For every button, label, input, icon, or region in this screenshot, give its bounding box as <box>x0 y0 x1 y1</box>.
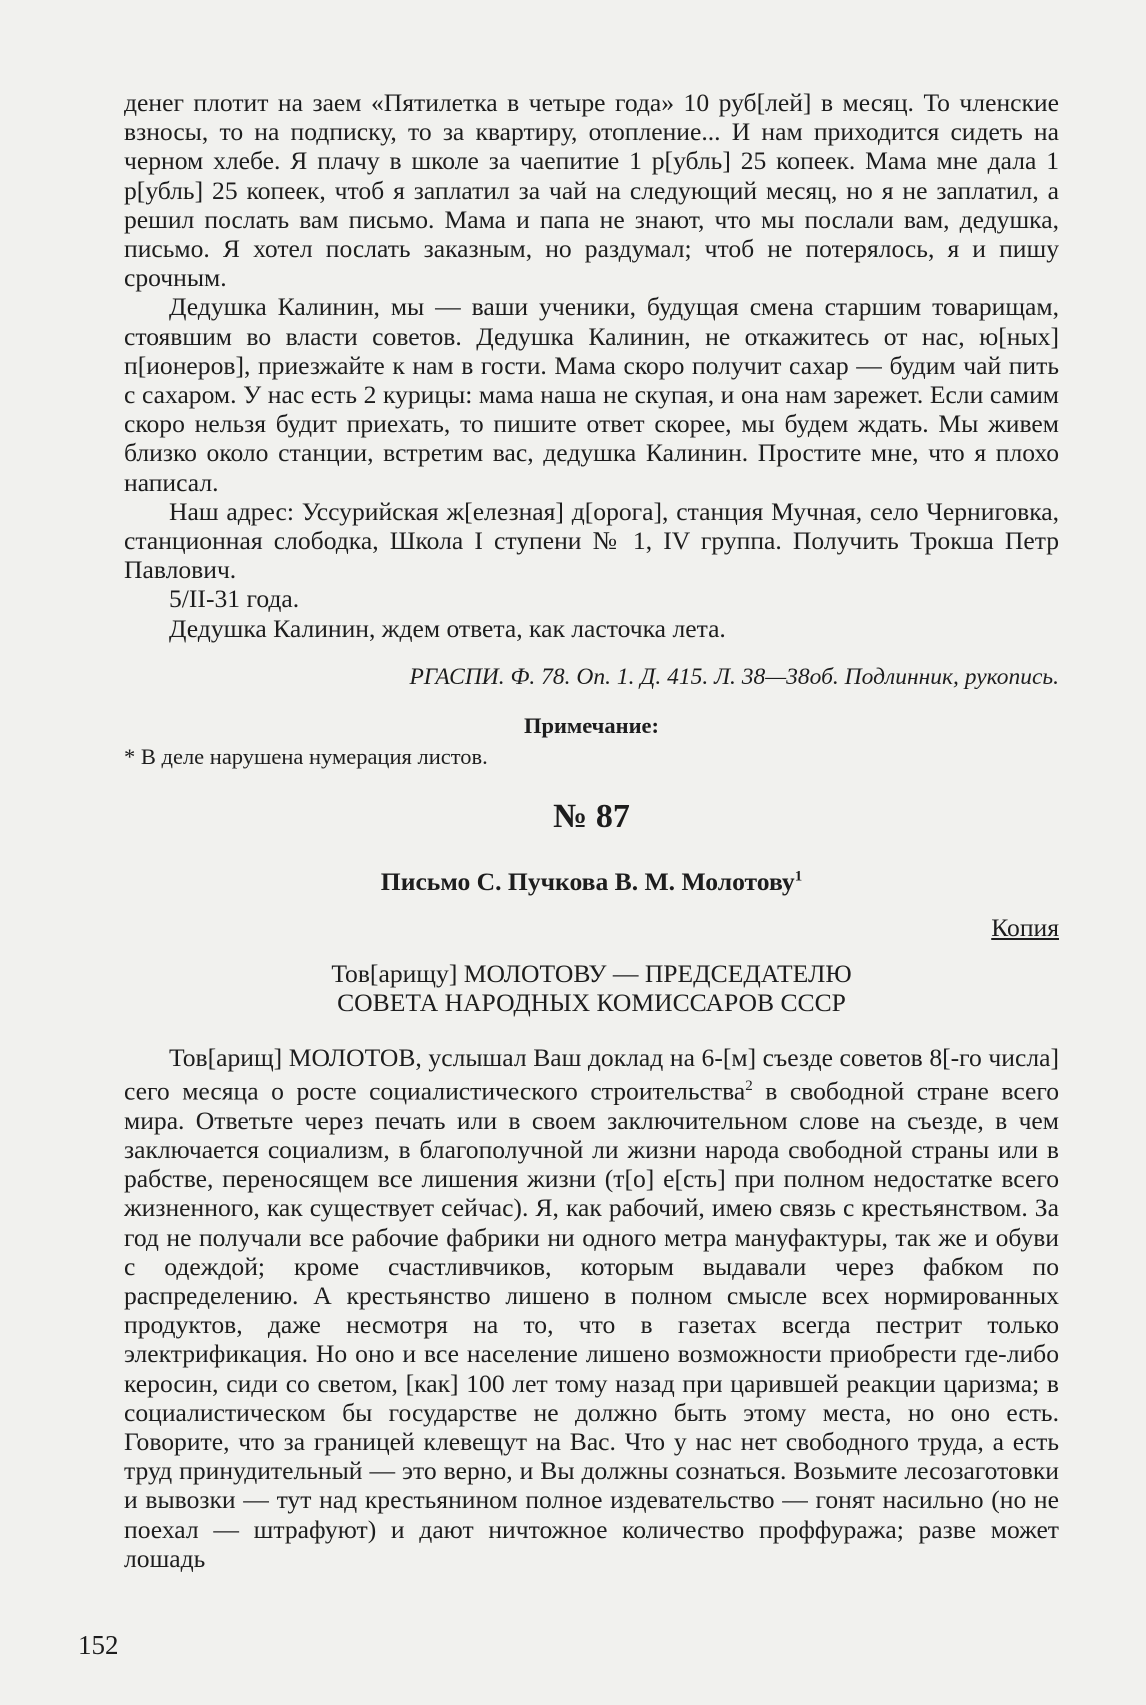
body-text: в свободной стране всего мира. Ответьте через печать или в своем заключительном слове на съезде, в чем заключается социализм, в благополучной ли жизни народа свободной страны или в рабстве, переносящем все лишения жизни (т[о] е[сть] при полном недостатке всего жизненного, как существует сейчас). Я, как рабочий, имею связь с крестьянством. За год не получали все рабочие фабрики ни одного метра мануфактуры, так же и обуви с одеждой; кроме счастливчиков, которым выдавали через фабком по распределению. А крестьянство лишено в полном смысле всех нормированных продуктов, даже несмотря на то, что в газетах всегда пестрит только электрификация. Но оно и все население лишено возможности приобрести где-либо керосин, сиди со светом, [как] 100 лет тому назад при царившей реакции царизма; в социалистическом бы государстве не должно быть этому места, но оно есть. Говорите, что за границей клевещут на Вас. Что у нас нет свободного труда, а есть труд принудительный — это верно, и Вы должны сознаться. Возьмите лесозаготовки и вывозки — тут над крестьянином полное издевательство — гонят насильно (но не поехал — штрафуют) и дают ничтожное количество проффуража; разве может лошадь <box>124 1076 1060 1573</box>
title-footnote-marker: 1 <box>794 868 803 885</box>
addressee <box>124 959 1059 1017</box>
letter-paragraph: денег плотит на заем «Пятилетка в четыре года» 10 руб[лей] в месяц. То членские взносы, то на подписку, то за квартиру, отопление... И нам приходится сидеть на черном хлебе. Я плачу в школе за чаепитие 1 р[убль] 25 копеек. Мама мне дала 1 р[убль] 25 копеек, чтоб я заплатил за чай на следующий месяц, но я не заплатил, а решил послать вам письмо. Мама и папа не знают, что мы послали вам, дедушка, письмо. Я хотел послать заказным, но раздумал; чтоб не потерялось, я и пишу срочным. <box>124 88 1059 293</box>
letter-paragraph: Дедушка Калинин, мы — ваши ученики, будущая смена старшим товарищам, стоявшим во власти советов. Дедушка Калинин, не откажитесь от нас, ю[ных] п[ионеров], приезжайте к нам в гости. Мама скоро получит сахар — будим чай пить с сахаром. У нас есть 2 курицы: мама наша не скупая, и она нам зарежет. Если самим скоро нельзя будит приехать, то пишите ответ скорее, мы будем ждать. Мы живем близко около станции, встретим вас, дедушка Калинин. Простите мне, что я плохо написал. <box>124 292 1059 497</box>
document-number: № 87 <box>553 797 630 835</box>
note-heading: Примечание: <box>523 712 660 738</box>
addressee-line: Тов[арищу] МОЛОТОВУ — ПРЕДСЕДАТЕЛЮ <box>331 958 852 988</box>
letter-address-paragraph: Наш адрес: Уссурийская ж[елезная] д[орога], станция Мучная, село Черниговка, станционная слободка, Школа I ступени № 1, IV группа. Получить Трокша Петр Павлович. <box>124 496 1059 585</box>
addressee-line: СОВЕТА НАРОДНЫХ КОМИССАРОВ СССР <box>337 987 846 1017</box>
document-body <box>124 1043 1059 1573</box>
copy-label: Копия <box>991 912 1059 942</box>
document-title-text: Письмо С. Пучкова В. М. Молотову <box>380 866 795 896</box>
body-footnote-marker: 2 <box>745 1078 753 1095</box>
note-text: * В деле нарушена нумерация листов. <box>124 743 488 769</box>
letter-closing: Дедушка Калинин, ждем ответа, как ласточка лета. <box>169 613 726 643</box>
document-title <box>124 867 1059 897</box>
body-text: Тов[арищ] МОЛОТОВ, услышал Ваш доклад на 6-[м] съезде советов 8[-го числа] сего месяца о росте социалистического строительства <box>124 1042 1059 1106</box>
archive-source: РГАСПИ. Ф. 78. Оп. 1. Д. 415. Л. 38—38об. Подлинник, рукопись. <box>409 663 1059 690</box>
letter-date: 5/II-31 года. <box>169 584 300 614</box>
page-number: 152 <box>78 1630 119 1660</box>
page-content <box>124 88 1059 1573</box>
